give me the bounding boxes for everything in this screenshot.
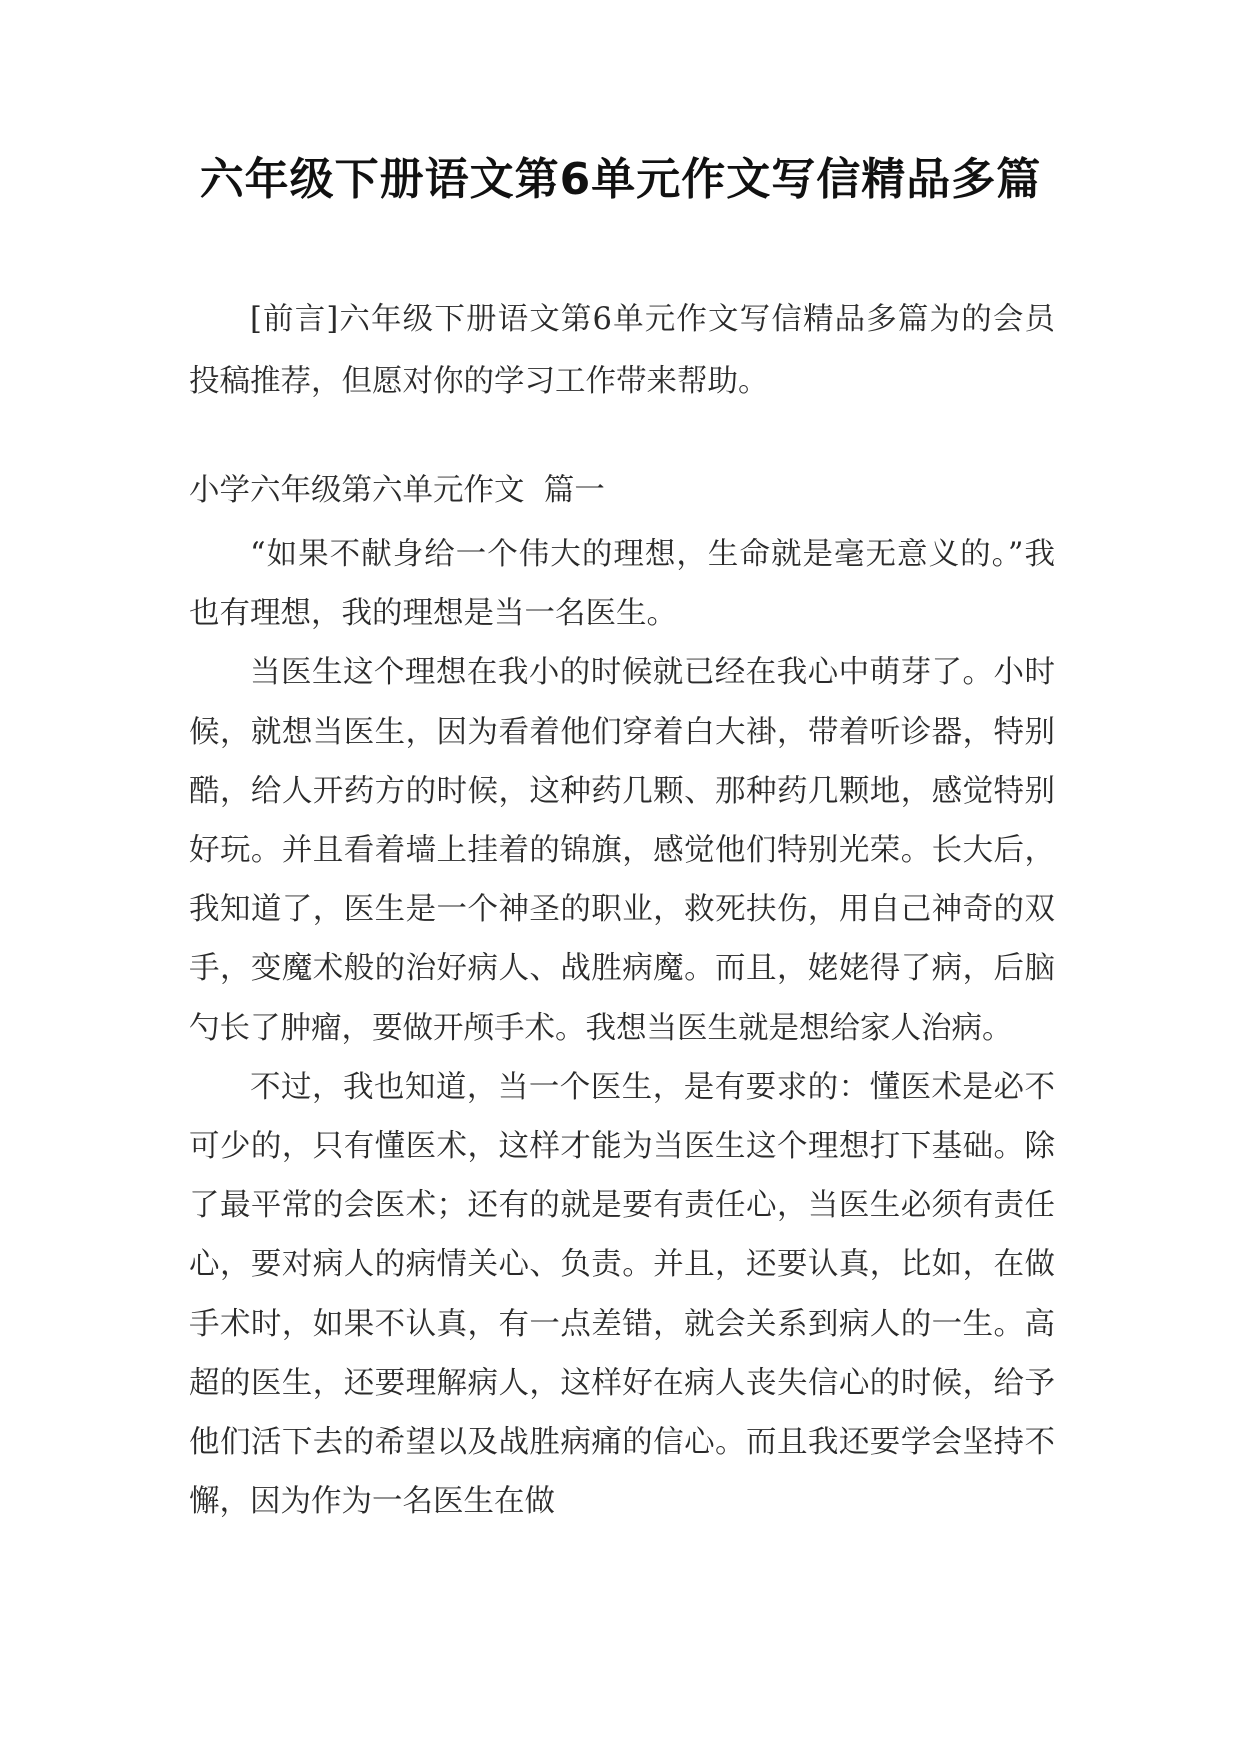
preface-paragraph: [前言]六年级下册语文第6单元作文写信精品多篇为的会员投稿推荐，但愿对你的学习工作带来帮助。 <box>189 302 1055 399</box>
section-heading: 小学六年级第六单元作文 篇一 <box>189 473 605 508</box>
essay-paragraph: 当医生这个理想在我小的时候就已经在我心中萌芽了。小时候，就想当医生，因为看着他们穿着白大褂，带着听诊器，特别酷，给人开药方的时候，这种药几颗、那种药几颗地，感觉特别好玩。并且看着墙上挂着的锦旗，感觉他们特别光荣。长大后，我知道了，医生是一个神圣的职业，救死扶伤，用自己神奇的双手，变魔术般的治好病人、战胜病魔。而且，姥姥得了病，后脑勺长了肿瘤，要做开颅手术。我想当医生就是想给家人治病。 <box>189 655 1055 1046</box>
essay-paragraph: “如果不献身给一个伟大的理想，生命就是毫无意义的。”我也有理想，我的理想是当一名医生。 <box>189 537 1055 632</box>
document-title: 六年级下册语文第6单元作文写信精品多篇 <box>199 154 1042 205</box>
essay-paragraph: 不过，我也知道，当一个医生，是有要求的：懂医术是必不可少的，只有懂医术，这样才能为当医生这个理想打下基础。除了最平常的会医术；还有的就是要有责任心，当医生必须有责任心，要对病人的病情关心、负责。并且，还要认真，比如，在做手术时，如果不认真，有一点差错，就会关系到病人的一生。高超的医生，还要理解病人，这样好在病人丧失信心的时候，给予他们活下去的希望以及战胜病痛的信心。而且我还要学会坚持不懈，因为作为一名医生在做 <box>189 1069 1055 1520</box>
essay-body <box>189 525 1055 1531</box>
